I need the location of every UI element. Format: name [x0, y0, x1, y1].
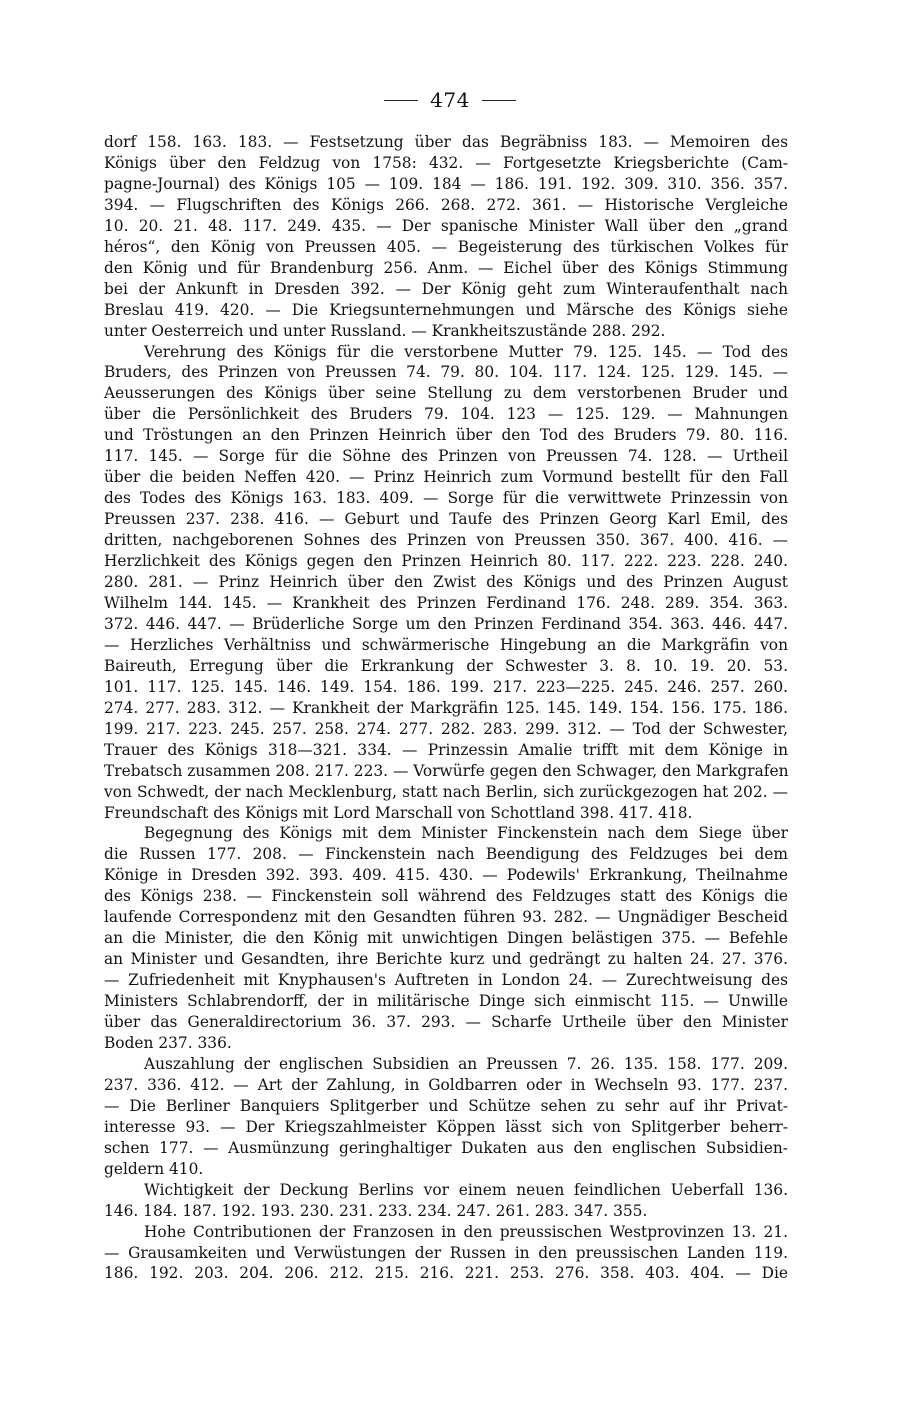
- index-line: über das Generaldirectorium 36. 37. 293. — Scharfe Urtheile über den Minister: [104, 1013, 788, 1032]
- index-line: Trauer des Königs 318—321. 334. — Prinzessin Amalie trifft mit dem Könige in: [104, 740, 788, 759]
- index-line: 117. 145. — Sorge für die Söhne des Prinzen von Preussen 74. 128. — Urtheil: [104, 447, 788, 466]
- index-line: dritten, nachgeborenen Sohnes des Prinzen von Preussen 350. 367. 400. 416. —: [104, 531, 788, 550]
- index-line: Aeusserungen des Königs über seine Stellung zu dem verstorbenen Bruder und: [104, 384, 788, 403]
- index-line: Königs über den Feldzug von 1758: 432. — Fortgesetzte Kriegsberichte (Cam-: [104, 153, 788, 172]
- page-number: 474: [430, 88, 470, 112]
- index-line: schen 177. — Ausmünzung geringhaltiger Dukaten aus den englischen Subsidien-: [104, 1138, 788, 1157]
- index-line: des Königs 238. — Finckenstein soll während des Feldzuges statt des Königs die: [104, 887, 788, 906]
- index-line: den König und für Brandenburg 256. Anm. — Eichel über des Königs Stimmung: [104, 258, 788, 277]
- index-line: Freundschaft des Königs mit Lord Marschall von Schottland 398. 417. 418.: [104, 803, 693, 822]
- index-line: laufende Correspondenz mit den Gesandten führen 93. 282. — Ungnädiger Bescheid: [104, 908, 788, 927]
- index-line: Baireuth, Erregung über die Erkrankung der Schwester 3. 8. 10. 19. 20. 53.: [104, 656, 788, 675]
- index-line: Begegnung des Königs mit dem Minister Finckenstein nach dem Siege über: [144, 824, 788, 843]
- index-line: 146. 184. 187. 192. 193. 230. 231. 233. 234. 247. 261. 283. 347. 355.: [104, 1201, 648, 1220]
- index-line: Auszahlung der englischen Subsidien an Preussen 7. 26. 135. 158. 177. 209.: [144, 1054, 788, 1073]
- index-line: — Die Berliner Banquiers Splitgerber und Schütze sehen zu sehr auf ihr Privat-: [104, 1096, 788, 1115]
- index-line: 186. 192. 203. 204. 206. 212. 215. 216. 221. 253. 276. 358. 403. 404. — Die: [104, 1264, 788, 1283]
- index-line: 280. 281. — Prinz Heinrich über den Zwist des Königs und des Prinzen August: [104, 573, 788, 592]
- index-line: die Russen 177. 208. — Finckenstein nach Beendigung des Feldzuges bei dem: [104, 845, 788, 864]
- index-line: interesse 93. — Der Kriegszahlmeister Köppen lässt sich von Splitgerber beherr-: [104, 1117, 788, 1136]
- index-line: geldern 410.: [104, 1159, 204, 1178]
- index-line: über die Persönlichkeit des Bruders 79. 104. 123 — 125. 129. — Mahnungen: [104, 405, 788, 424]
- index-line: Preussen 237. 238. 416. — Geburt und Taufe des Prinzen Georg Karl Emil, des: [104, 510, 788, 529]
- header-left-dash: [384, 100, 418, 101]
- index-line: dorf 158. 163. 183. — Festsetzung über das Begräbniss 183. — Memoiren des: [104, 133, 788, 151]
- index-line: Hohe Contributionen der Franzosen in den preussischen Westprovinzen 13. 21.: [144, 1222, 788, 1241]
- index-line: bei der Ankunft in Dresden 392. — Der König geht zum Winteraufenthalt nach: [104, 279, 788, 298]
- index-line: pagne-Journal) des Königs 105 — 109. 184 — 186. 191. 192. 309. 310. 356. 357.: [104, 174, 788, 193]
- index-line: und Tröstungen an den Prinzen Heinrich über den Tod des Bruders 79. 80. 116.: [104, 426, 788, 445]
- index-line: Könige in Dresden 392. 393. 409. 415. 430. — Podewils' Erkrankung, Theilnahme: [104, 866, 788, 885]
- index-line: héros“, den König von Preussen 405. — Begeisterung des türkischen Volkes für: [104, 237, 788, 256]
- index-line: 199. 217. 223. 245. 257. 258. 274. 277. 282. 283. 299. 312. — Tod der Schwester,: [104, 719, 788, 738]
- index-line: — Zufriedenheit mit Knyphausen's Auftreten in London 24. — Zurechtweisung des: [104, 971, 788, 990]
- index-line: — Grausamkeiten und Verwüstungen der Russen in den preussischen Landen 119.: [104, 1243, 788, 1262]
- index-line: Ministers Schlabrendorff, der in militärische Dinge sich einmischt 115. — Unwille: [104, 992, 788, 1011]
- index-line: 274. 277. 283. 312. — Krankheit der Markgräfin 125. 145. 149. 154. 156. 175. 186.: [104, 698, 788, 717]
- index-line: 10. 20. 21. 48. 117. 249. 435. — Der spanische Minister Wall über den „grand: [104, 216, 788, 235]
- index-line: Breslau 419. 420. — Die Kriegsunternehmungen und Märsche des Königs siehe: [104, 300, 788, 319]
- index-line: Trebatsch zusammen 208. 217. 223. — Vorwürfe gegen den Schwager, den Markgrafen: [104, 761, 789, 780]
- index-line: Wilhelm 144. 145. — Krankheit des Prinzen Ferdinand 176. 248. 289. 354. 363.: [104, 593, 788, 612]
- index-line: von Schwedt, der nach Mecklenburg, statt nach Berlin, sich zurückgezogen hat 202. —: [104, 782, 788, 801]
- index-line: Boden 237. 336.: [104, 1033, 232, 1052]
- index-line: an Minister und Gesandten, ihre Berichte kurz und gedrängt zu halten 24. 27. 376.: [104, 950, 788, 969]
- index-line: 237. 336. 412. — Art der Zahlung, in Goldbarren oder in Wechseln 93. 177. 237.: [104, 1075, 788, 1094]
- index-line: Verehrung des Königs für die verstorbene Mutter 79. 125. 145. — Tod des: [144, 342, 788, 361]
- index-line: Wichtigkeit der Deckung Berlins vor einem neuen feindlichen Ueberfall 136.: [144, 1180, 788, 1199]
- index-line: 394. — Flugschriften des Königs 266. 268. 272. 361. — Historische Vergleiche: [104, 195, 788, 214]
- index-text-body: [104, 132, 788, 1284]
- header-right-dash: [482, 100, 516, 101]
- index-line: des Todes des Königs 163. 183. 409. — Sorge für die verwittwete Prinzessin von: [104, 489, 788, 508]
- page-header: [0, 88, 900, 112]
- index-line: an die Minister, die den König mit unwichtigen Dingen belästigen 375. — Befehle: [104, 929, 788, 948]
- index-line: 372. 446. 447. — Brüderliche Sorge um den Prinzen Ferdinand 354. 363. 446. 447.: [104, 614, 788, 633]
- index-line: Bruders, des Prinzen von Preussen 74. 79. 80. 104. 117. 124. 125. 129. 145. —: [104, 363, 788, 382]
- index-line: unter Oesterreich und unter Russland. — Krankheitszustände 288. 292.: [104, 321, 666, 340]
- index-line: Herzlichkeit des Königs gegen den Prinzen Heinrich 80. 117. 222. 223. 228. 240.: [104, 552, 788, 571]
- index-line: 101. 117. 125. 145. 146. 149. 154. 186. 199. 217. 223—225. 245. 246. 257. 260.: [104, 677, 788, 696]
- index-line: — Herzliches Verhältniss und schwärmerische Hingebung an die Markgräfin von: [104, 635, 788, 654]
- index-line: über die beiden Neffen 420. — Prinz Heinrich zum Vormund bestellt für den Fall: [104, 468, 788, 487]
